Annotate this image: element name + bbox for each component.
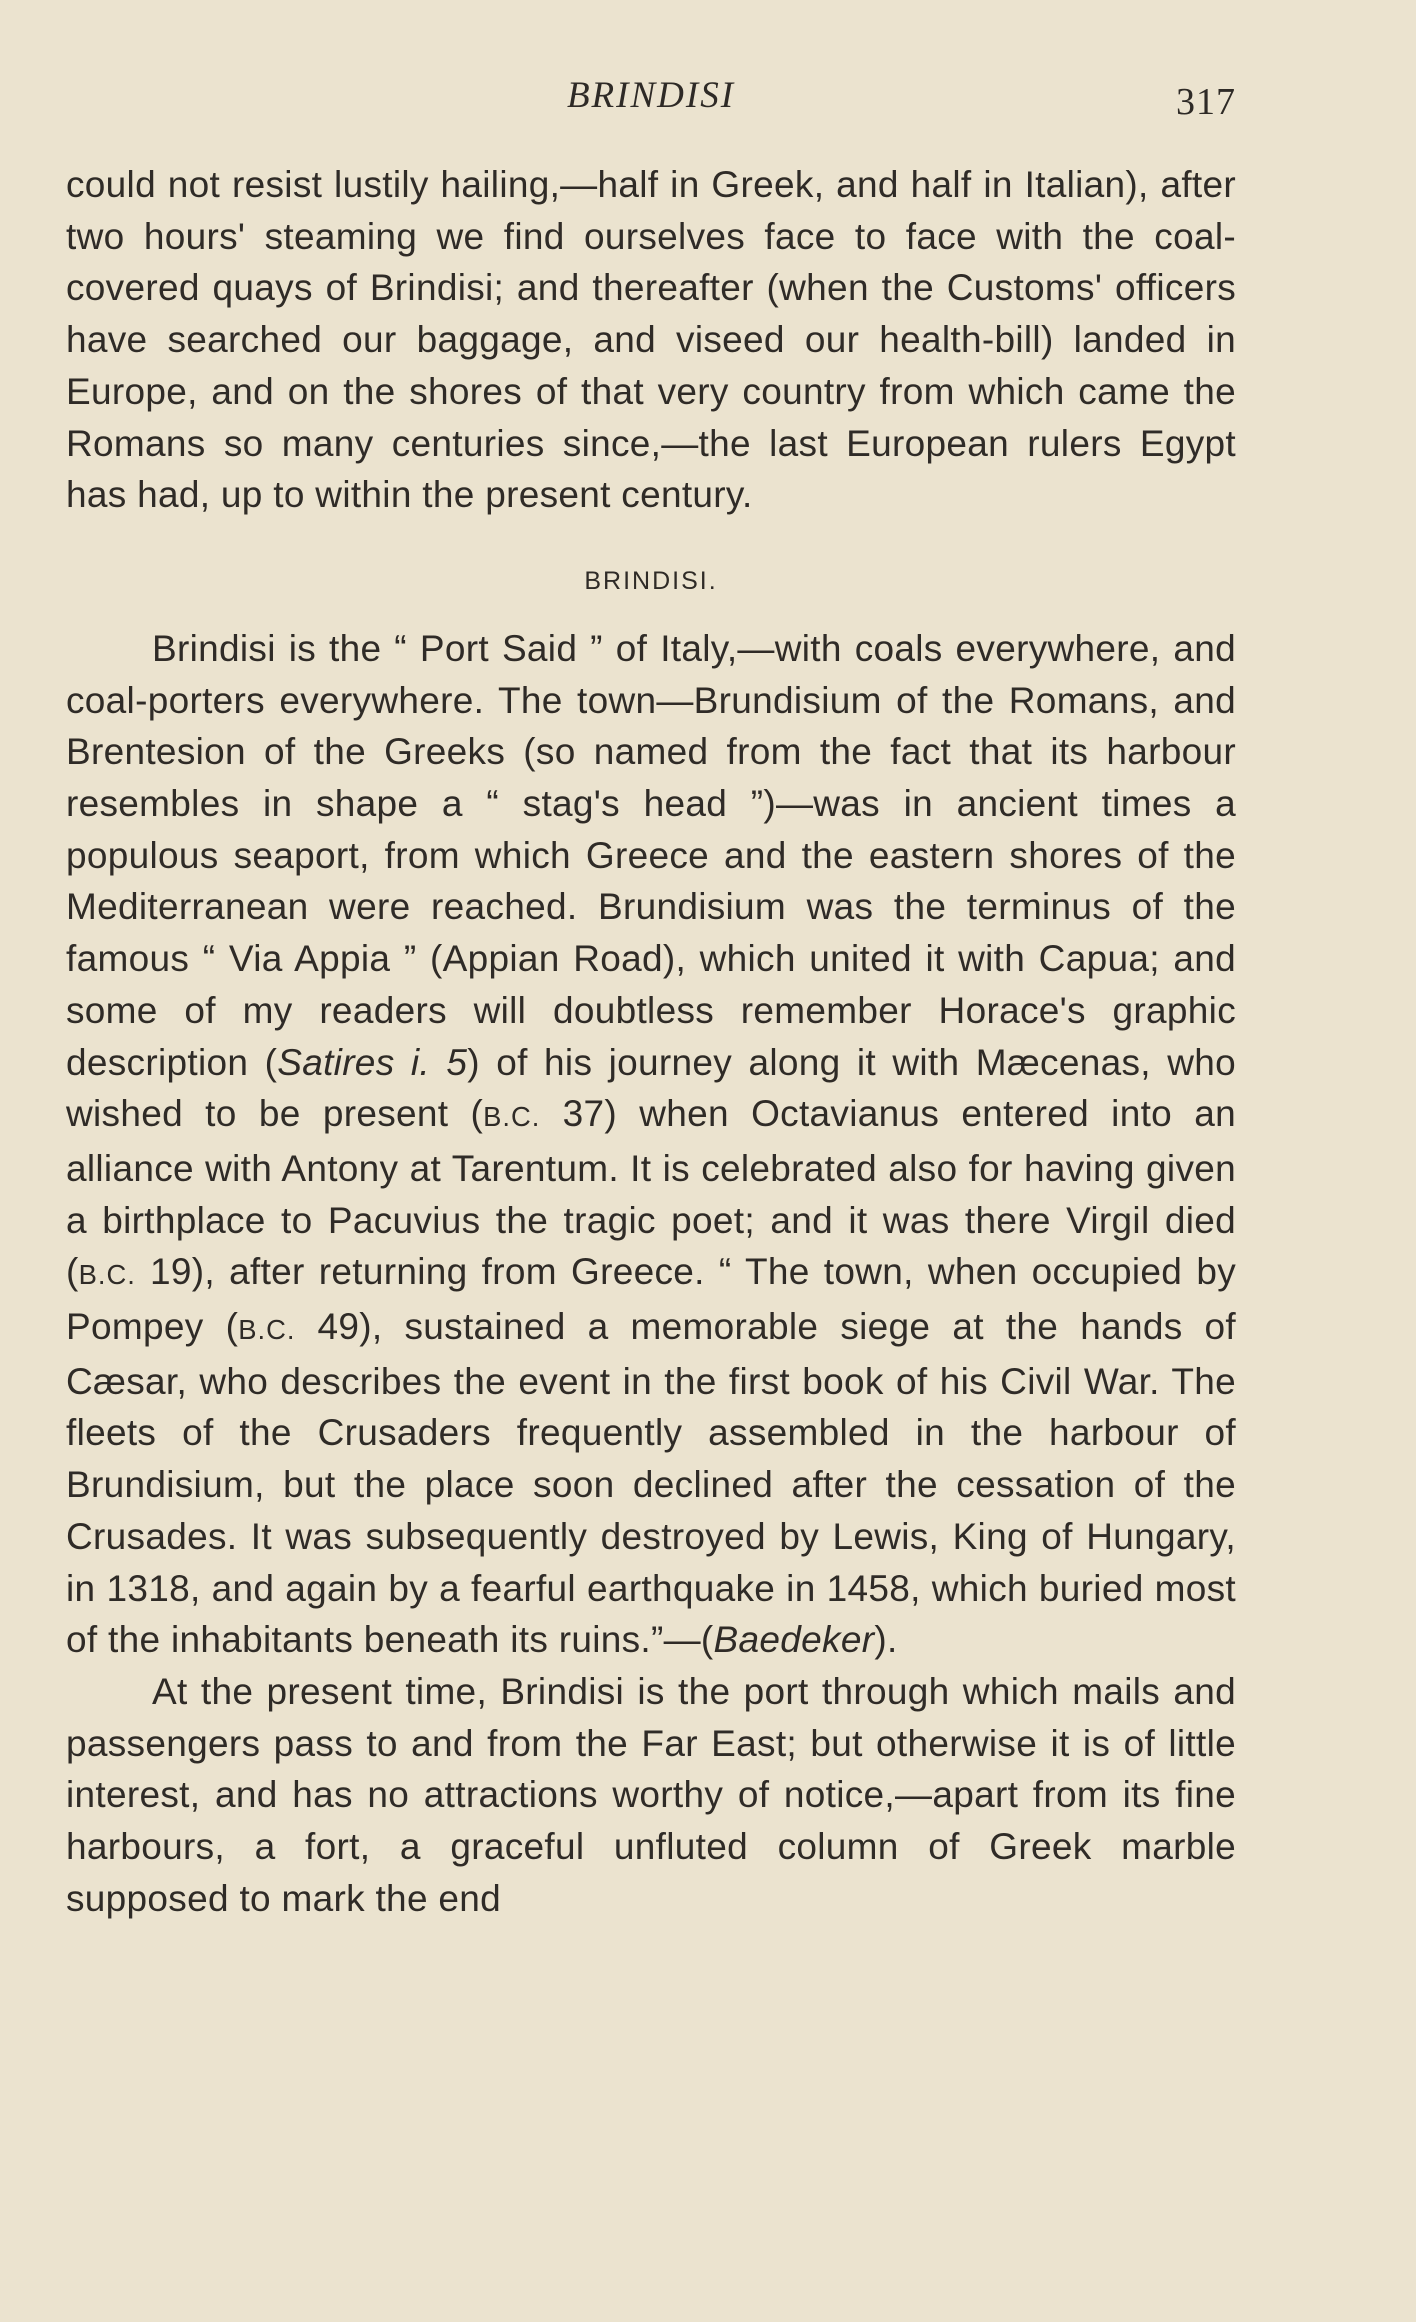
text-span: Brindisi is the “ Port Said ” of Italy,—with coals everywhere, and coal-porters everywhere. The town—Brundisium of the Romans, and Brentesion of the Greeks (so named from the fact that its harbour resembles in shape a “ stag's head ”)—was in ancient times a populous seaport, from which Greece and the eastern shores of the Mediterranean were reached. Brundisium was the terminus of the famous “ Via Appia ” (Appian Road), which united it with Capua; and some of my readers will doubtless remember Horace's graphic description ( [66,627,1236,1083]
paragraph-continued: could not resist lustily hailing,—half in Greek, and half in Italian), after two hours' steaming we find ourselves face to face with the coal-covered quays of Brindisi; and thereafter (when the Customs' officers have searched our baggage, and viseed our health-bill) landed in Europe, and on the shores of that very country from which came the Romans so many centuries since,—the last European rulers Egypt has had, up to within the present century. [66,164,1236,516]
paragraph-brindisi-history [66,623,1236,1666]
era-abbreviation: B.C. [483,1101,541,1133]
citation-satires: Satires i. 5 [277,1041,468,1083]
text-span: ) of his journey along it with Mæcenas, who wished to be present ( [66,1041,1236,1135]
era-abbreviation: B.C. [78,1259,136,1291]
running-head: BRINDISI [566,75,736,116]
text-span: 37) when Octavianus entered into an alliance with Antony at Tarentum. It is celebrated also for having given a birthplace to Pacuvius the tragic poet; and it was there Virgil died ( [66,1093,1236,1293]
citation-baedeker: Baedeker [713,1619,875,1661]
section-heading: BRINDISI. [584,566,718,595]
page-header [66,74,1236,134]
text-span: ). [874,1619,898,1661]
body-text [66,159,1236,1925]
era-abbreviation: B.C. [238,1314,296,1346]
page-number: 317 [1176,81,1236,123]
text-span: 19), after returning from Greece. “ The town, when occupied by Pompey ( [66,1251,1236,1348]
paragraph-present-time: At the present time, Brindisi is the port through which mails and passengers pass to and from the Far East; but otherwise it is of little interest, and has no attractions worthy of notice,—apart from its fine harbours, a fort, a graceful unfluted column of Greek marble supposed to mark the end [66,1670,1236,1919]
text-span: 49), sustained a memorable siege at the hands of Cæsar, who describes the event in the first book of his Civil War. The fleets of the Crusaders frequently assembled in the harbour of Brundisium, but the place soon declined after the cessation of the Crusades. It was subsequently destroyed by Lewis, King of Hungary, in 1318, and again by a fearful earthquake in 1458, which buried most of the inhabitants beneath its ruins.”—( [66,1306,1236,1661]
